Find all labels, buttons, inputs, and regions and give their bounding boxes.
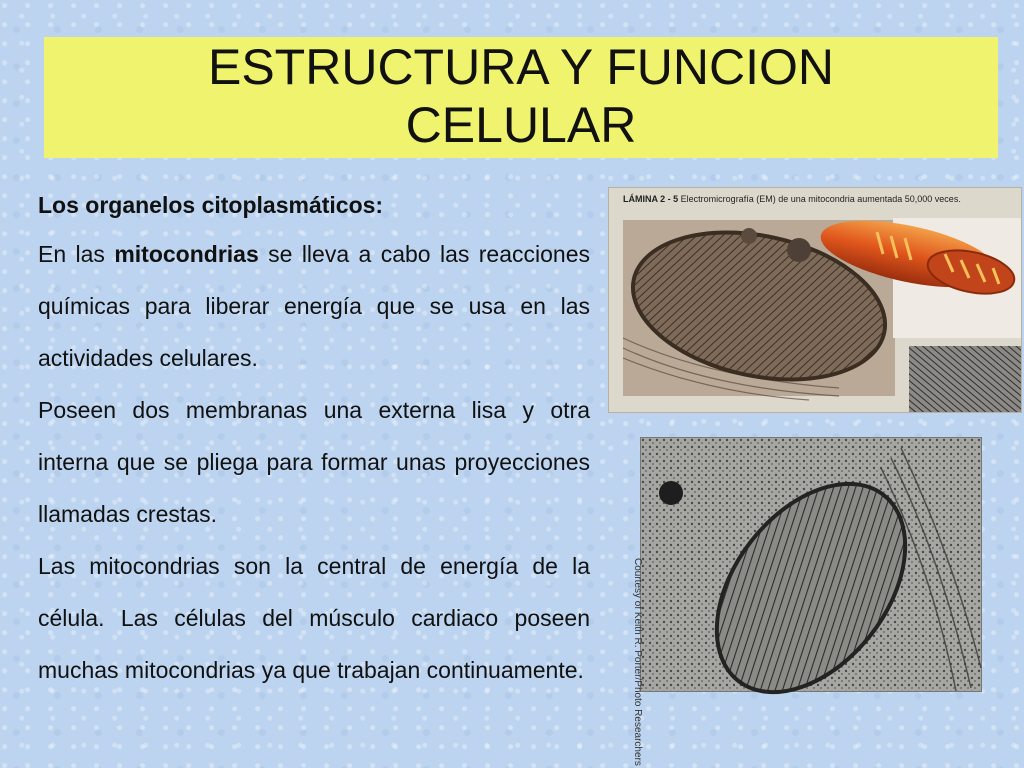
mitochondria-tem-image — [632, 437, 982, 766]
slide-title — [44, 38, 998, 154]
tem-illustration — [641, 438, 981, 691]
paragraph-1 — [38, 228, 590, 384]
micrograph-illustration — [609, 188, 1021, 412]
paragraph-3: Las mitocondrias son la central de energía de la célula. Las células del músculo cardiaco poseen muchas mitocondrias ya que trabajan continuamente. — [38, 553, 590, 683]
paragraph-1-end: se lleva a cabo las reacciones químicas para liberar energía que se usa en las actividades celulares. — [38, 241, 590, 371]
section-heading: Los organelos citoplasmáticos: — [38, 192, 384, 218]
micrograph-caption: LÁMINA 2 - 5 Electromicrografía (EM) de una mitocondria aumentada 50,000 veces. — [623, 194, 961, 204]
title-line-1: ESTRUCTURA Y FUNCION — [207, 39, 834, 95]
paragraph-1-start: En las — [38, 241, 115, 267]
slide-body — [38, 186, 590, 696]
mitocondrias-term: mitocondrias — [114, 241, 259, 267]
paragraph-2: Poseen dos membranas una externa lisa y otra interna que se pliega para formar unas proyecciones llamadas crestas. — [38, 397, 590, 527]
mitochondria-micrograph-image — [608, 187, 1022, 413]
title-line-2: CELULAR — [405, 97, 637, 153]
photo-credit: Courtesy of Keith R. Porter/Photo Researchers — [632, 558, 643, 766]
